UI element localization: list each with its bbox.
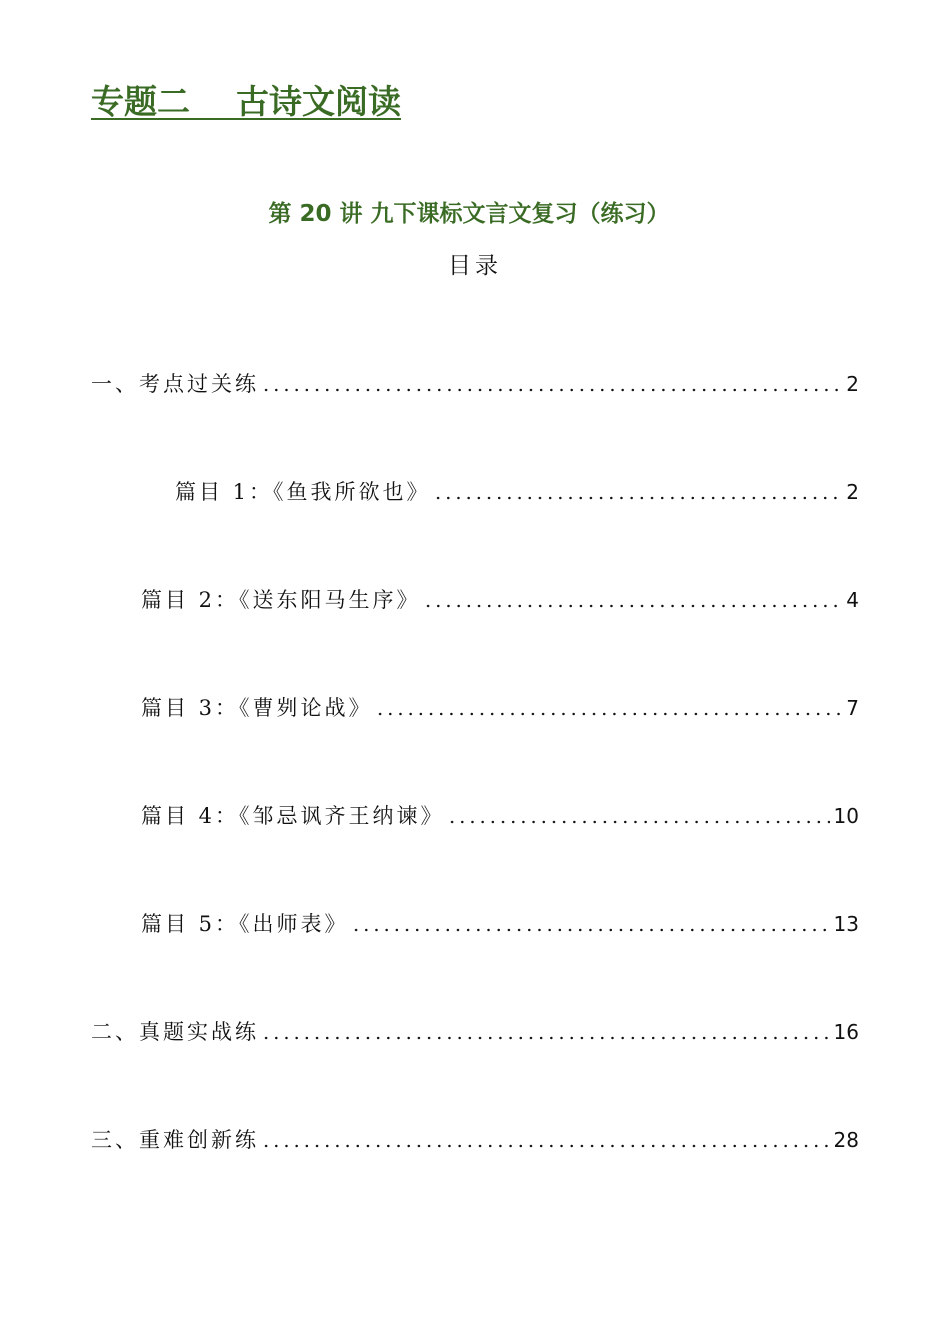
toc-leader-dots bbox=[351, 928, 830, 932]
toc-leader-dots bbox=[261, 1144, 830, 1148]
toc-entry-page: 2 bbox=[846, 480, 859, 504]
toc-entry-label: 篇目 1：《鱼我所欲也》 bbox=[175, 480, 431, 504]
toc-entry-label: 篇目 5：《出师表》 bbox=[141, 912, 349, 936]
toc-entry-label: 篇目 3：《曹刿论战》 bbox=[141, 696, 373, 720]
toc-leader-dots bbox=[433, 496, 843, 500]
toc-entry-section-2[interactable] bbox=[91, 1012, 859, 1046]
toc-entry-piece-2[interactable] bbox=[141, 580, 859, 614]
toc-entry-page: 28 bbox=[833, 1128, 859, 1152]
toc-entry-page: 4 bbox=[846, 588, 859, 612]
toc-entry-page: 16 bbox=[833, 1020, 859, 1044]
toc-entry-page: 2 bbox=[846, 372, 859, 396]
toc-leader-dots bbox=[375, 712, 843, 716]
toc-leader-dots bbox=[447, 820, 830, 824]
toc-entry-section-3[interactable] bbox=[91, 1120, 859, 1154]
toc-leader-dots bbox=[261, 388, 842, 392]
toc-heading: 目录 bbox=[448, 253, 502, 279]
toc-entry-label: 二、真题实战练 bbox=[91, 1020, 259, 1044]
topic-heading: 专题二 古诗文阅读 bbox=[91, 82, 401, 121]
toc-entry-label: 篇目 2：《送东阳马生序》 bbox=[141, 588, 421, 612]
toc-entry-page: 7 bbox=[846, 696, 859, 720]
toc-entry-section-1[interactable] bbox=[91, 364, 859, 398]
toc-entry-piece-1[interactable] bbox=[175, 472, 859, 506]
toc-entry-piece-5[interactable] bbox=[141, 904, 859, 938]
toc-entry-page: 10 bbox=[833, 804, 859, 828]
toc-entry-page: 13 bbox=[833, 912, 859, 936]
toc-entry-label: 三、重难创新练 bbox=[91, 1128, 259, 1152]
toc-entry-label: 篇目 4：《邹忌讽齐王纳谏》 bbox=[141, 804, 445, 828]
lecture-title: 第 20 讲 九下课标文言文复习（练习） bbox=[268, 201, 670, 227]
toc-leader-dots bbox=[261, 1036, 830, 1040]
toc-entry-piece-3[interactable] bbox=[141, 688, 859, 722]
toc-entry-piece-4[interactable] bbox=[141, 796, 859, 830]
toc-entry-label: 一、考点过关练 bbox=[91, 372, 259, 396]
toc-leader-dots bbox=[423, 604, 843, 608]
